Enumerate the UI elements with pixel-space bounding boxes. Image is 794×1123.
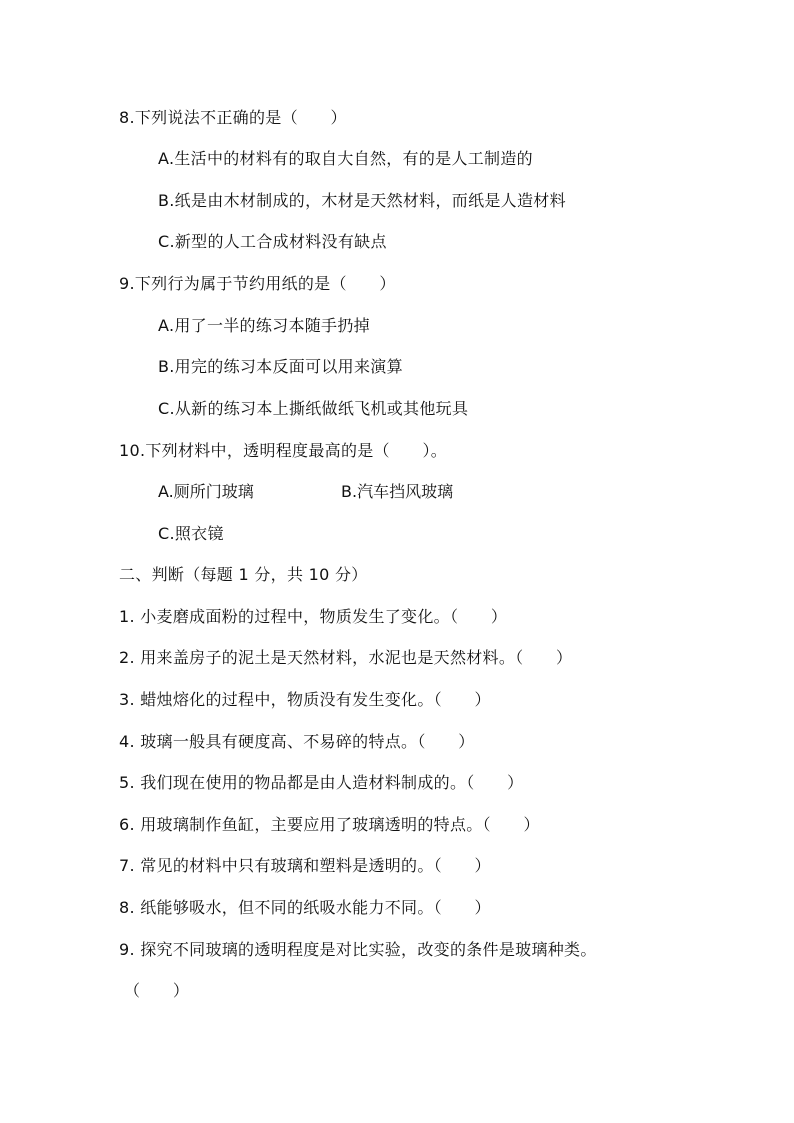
- question-8-option-c: C.新型的人工合成材料没有缺点: [158, 232, 387, 251]
- question-10-stem: 10.下列材料中，透明程度最高的是（ ）。: [119, 441, 448, 460]
- judgment-item-2: 2. 用来盖房子的泥土是天然材料，水泥也是天然材料。（ ）: [119, 648, 573, 667]
- question-10-option-a: A.厕所门玻璃: [158, 482, 254, 501]
- judgment-item-5: 5. 我们现在使用的物品都是由人造材料制成的。（ ）: [119, 773, 524, 792]
- question-8-stem: 8.下列说法不正确的是（ ）: [119, 108, 347, 127]
- judgment-item-9-answer-brackets: （ ）: [124, 981, 190, 1000]
- judgment-item-1: 1. 小麦磨成面粉的过程中，物质发生了变化。（ ）: [119, 607, 508, 626]
- question-8-option-a: A.生活中的材料有的取自大自然，有的是人工制造的: [158, 149, 533, 168]
- judgment-item-6: 6. 用玻璃制作鱼缸，主要应用了玻璃透明的特点。（ ）: [119, 815, 540, 834]
- question-10-option-b: B.汽车挡风玻璃: [341, 482, 454, 501]
- question-9-option-a: A.用了一半的练习本随手扔掉: [158, 316, 370, 335]
- question-10-option-c: C.照衣镜: [158, 524, 224, 543]
- question-8-option-b: B.纸是由木材制成的，木材是天然材料，而纸是人造材料: [158, 191, 566, 210]
- question-9-option-c: C.从新的练习本上撕纸做纸飞机或其他玩具: [158, 399, 469, 418]
- judgment-item-4: 4. 玻璃一般具有硬度高、不易碎的特点。（ ）: [119, 732, 475, 751]
- judgment-item-3: 3. 蜡烛熔化的过程中，物质没有发生变化。（ ）: [119, 690, 491, 709]
- judgment-item-8: 8. 纸能够吸水，但不同的纸吸水能力不同。（ ）: [119, 898, 491, 917]
- judgment-item-9: 9. 探究不同玻璃的透明程度是对比实验，改变的条件是玻璃种类。: [119, 940, 597, 959]
- question-9-stem: 9.下列行为属于节约用纸的是（ ）: [119, 274, 396, 293]
- section-2-title: 二、判断（每题 1 分，共 10 分）: [119, 565, 368, 584]
- question-9-option-b: B.用完的练习本反面可以用来演算: [158, 357, 403, 376]
- judgment-item-7: 7. 常见的材料中只有玻璃和塑料是透明的。（ ）: [119, 856, 491, 875]
